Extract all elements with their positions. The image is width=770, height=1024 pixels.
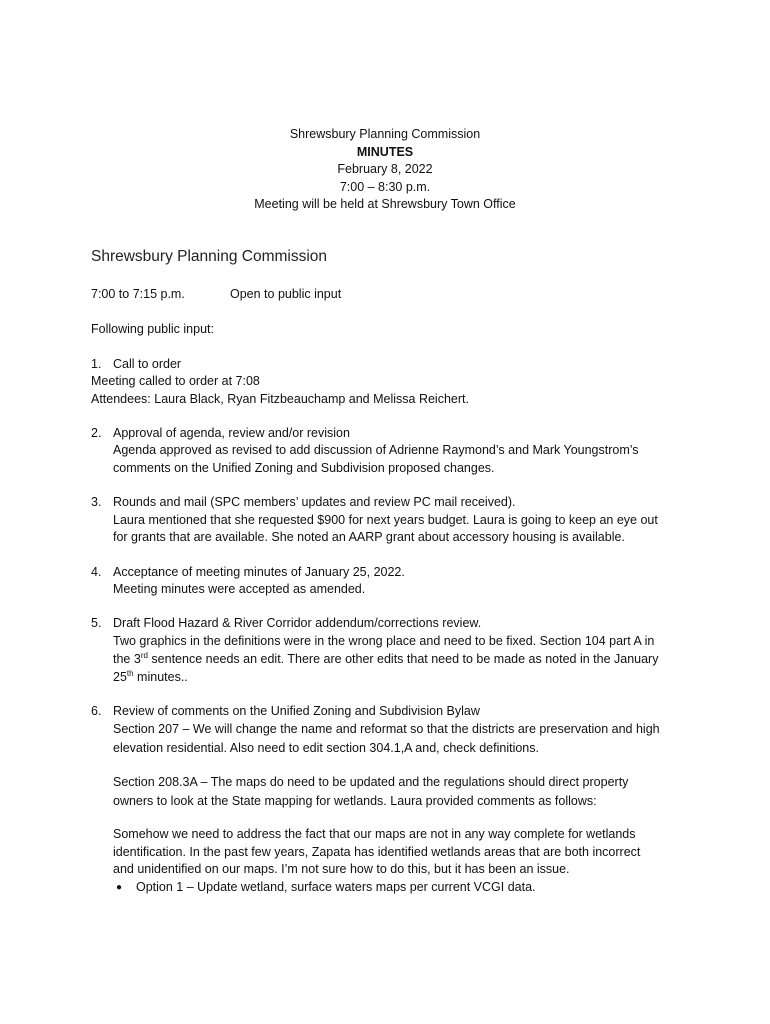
item-number: 3.: [91, 495, 102, 509]
bullet-icon: ●: [116, 882, 123, 893]
item-text: owners to look at the State mapping for wetlands. Laura provided comments as follows:: [113, 794, 597, 808]
item-text: identification. In the past few years, Zapata has identified wetlands areas that are both incorrect: [113, 845, 641, 859]
item-text: the 3rd sentence needs an edit. There are other edits that need to be made as noted in the January: [113, 650, 659, 666]
section-heading: Shrewsbury Planning Commission: [91, 248, 328, 265]
item-text: Meeting minutes were accepted as amended.: [113, 582, 366, 596]
item-text: Attendees: Laura Black, Ryan Fitzbeauchamp and Melissa Reichert.: [91, 392, 469, 406]
item-text: Somehow we need to address the fact that our maps are not in any way complete for wetlands: [113, 827, 636, 841]
item-title: Call to order: [113, 357, 182, 371]
item-title: Rounds and mail (SPC members’ updates and review PC mail received).: [113, 495, 516, 509]
org-name: Shrewsbury Planning Commission: [289, 127, 481, 141]
item-number: 2.: [91, 426, 102, 440]
item-number: 4.: [91, 565, 102, 579]
item-title: Acceptance of meeting minutes of January 25, 2022.: [113, 565, 405, 579]
bullet-item: Option 1 – Update wetland, surface waters maps per current VCGI data.: [136, 880, 536, 894]
item-text: Two graphics in the definitions were in the wrong place and need to be fixed. Section 104 part A in: [113, 634, 655, 648]
item-text: Meeting called to order at 7:08: [91, 374, 260, 388]
meeting-location: Meeting will be held at Shrewsbury Town Office: [254, 197, 516, 211]
item-text: elevation residential. Also need to edit section 304.1,A and, check definitions.: [113, 741, 539, 755]
following-public-input: Following public input:: [91, 322, 214, 336]
document-header: [0, 126, 770, 214]
item-number: 1.: [91, 357, 102, 371]
item-number: 6.: [91, 704, 102, 718]
item-text: for grants that are available. She noted an AARP grant about accessory housing is available.: [113, 530, 625, 544]
public-input-label: Open to public input: [230, 287, 342, 301]
item-text: and unidentified on our maps. I’m not sure how to do this, but it has been an issue.: [113, 862, 570, 876]
item-title: Review of comments on the Unified Zoning and Subdivision Bylaw: [113, 704, 480, 718]
item-text: Laura mentioned that she requested $900 for next years budget. Laura is going to keep an eye out: [113, 513, 658, 527]
item-text: comments on the Unified Zoning and Subdivision proposed changes.: [113, 461, 495, 475]
item-title: Approval of agenda, review and/or revision: [113, 426, 350, 440]
public-input-time: 7:00 to 7:15 p.m.: [91, 287, 185, 301]
meeting-time: 7:00 – 8:30 p.m.: [339, 179, 431, 194]
item-text: Agenda approved as revised to add discussion of Adrienne Raymond’s and Mark Youngstrom’s: [113, 443, 639, 457]
item-title: Draft Flood Hazard & River Corridor addendum/corrections review.: [113, 616, 482, 630]
meeting-date: February 8, 2022: [337, 162, 433, 176]
item-number: 5.: [91, 616, 102, 630]
document-type: MINUTES: [356, 144, 414, 159]
item-text: Section 208.3A – The maps do need to be updated and the regulations should direct property: [113, 775, 629, 789]
item-text: 25th minutes..: [113, 668, 188, 684]
item-text: Section 207 – We will change the name and reformat so that the districts are preservation and high: [113, 722, 660, 736]
